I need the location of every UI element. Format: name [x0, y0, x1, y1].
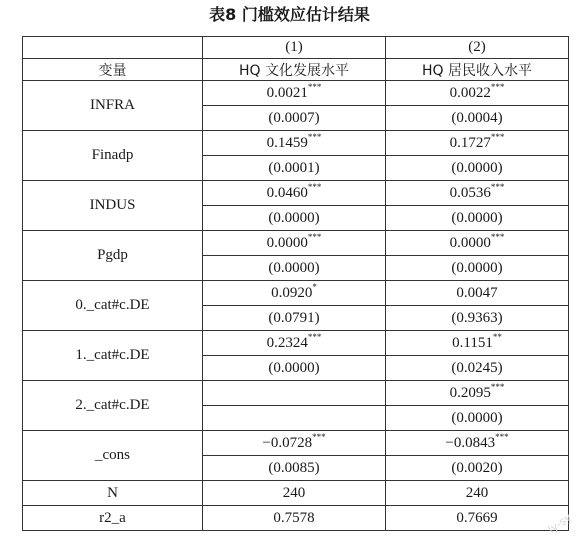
significance-stars: *** — [490, 231, 505, 242]
header-empty-cell — [23, 37, 203, 59]
standard-error-cell — [203, 406, 386, 431]
statistic-name: N — [23, 481, 203, 506]
significance-stars: *** — [312, 431, 326, 442]
standard-error-cell: (0.0000) — [203, 206, 386, 231]
standard-error-cell: (0.0020) — [386, 456, 569, 481]
coefficient-cell — [386, 431, 569, 456]
statistic-value: 240 — [386, 481, 569, 506]
coefficient-cell — [203, 431, 386, 456]
coefficient-row — [23, 431, 569, 456]
coefficient-row — [23, 81, 569, 106]
coefficient-row — [23, 281, 569, 306]
coefficient-cell — [203, 231, 386, 256]
coefficient-value: 0.1459 — [266, 134, 308, 151]
coefficient-cell — [386, 381, 569, 406]
coefficient-value: 0.2095 — [449, 384, 491, 401]
coefficient-value: −0.0843 — [445, 434, 496, 451]
column-name: HQ 居民收入水平 — [386, 59, 569, 81]
standard-error-cell: (0.0000) — [386, 406, 569, 431]
statistic-name: r2_a — [23, 506, 203, 531]
coefficient-value: 0.0536 — [449, 184, 491, 201]
coefficient-value: 0.1151 — [452, 334, 493, 351]
coefficient-cell — [386, 181, 569, 206]
header-row-numbers — [23, 37, 569, 59]
coefficient-value: 0.0047 — [456, 284, 498, 301]
coefficient-cell — [203, 281, 386, 306]
coefficient-row — [23, 131, 569, 156]
significance-stars: * — [312, 281, 317, 292]
statistic-row — [23, 481, 569, 506]
coefficient-cell — [203, 81, 386, 106]
variable-name: INFRA — [23, 81, 203, 131]
significance-stars: *** — [490, 381, 505, 392]
standard-error-cell: (0.0791) — [203, 306, 386, 331]
header-row-names — [23, 59, 569, 81]
variable-name: 0._cat#c.DE — [23, 281, 203, 331]
standard-error-cell: (0.0004) — [386, 106, 569, 131]
standard-error-cell: (0.0001) — [203, 156, 386, 181]
coefficient-row — [23, 181, 569, 206]
coefficient-value: 0.0000 — [449, 234, 491, 251]
coefficient-cell — [203, 131, 386, 156]
standard-error-cell: (0.0000) — [386, 206, 569, 231]
variable-name: Pgdp — [23, 231, 203, 281]
significance-stars: *** — [307, 231, 322, 242]
statistic-row — [23, 506, 569, 531]
coefficient-cell — [386, 131, 569, 156]
significance-stars: *** — [495, 431, 509, 442]
variable-name: _cons — [23, 431, 203, 481]
coefficient-value: −0.0728 — [262, 434, 313, 451]
significance-stars: *** — [307, 331, 322, 342]
standard-error-cell: (0.9363) — [386, 306, 569, 331]
significance-stars: *** — [307, 81, 322, 92]
coefficient-value: 0.2324 — [266, 334, 308, 351]
standard-error-cell: (0.0000) — [203, 256, 386, 281]
standard-error-cell: (0.0245) — [386, 356, 569, 381]
variable-header: 变量 — [23, 59, 203, 81]
statistic-value: 240 — [203, 481, 386, 506]
coefficient-value: 0.1727 — [449, 134, 491, 151]
variable-name: Finadp — [23, 131, 203, 181]
coefficient-row — [23, 231, 569, 256]
standard-error-cell: (0.0000) — [386, 256, 569, 281]
significance-stars: *** — [490, 81, 505, 92]
coefficient-cell — [203, 181, 386, 206]
column-name: HQ 文化发展水平 — [203, 59, 386, 81]
standard-error-cell: (0.0007) — [203, 106, 386, 131]
coefficient-value: 0.0022 — [449, 84, 491, 101]
significance-stars: *** — [490, 181, 505, 192]
column-number: (1) — [203, 37, 386, 59]
standard-error-cell: (0.0085) — [203, 456, 386, 481]
variable-name: INDUS — [23, 181, 203, 231]
coefficient-value: 0.0460 — [266, 184, 308, 201]
significance-stars: *** — [307, 131, 322, 142]
statistic-value: 0.7669 — [386, 506, 569, 531]
coefficient-cell — [203, 331, 386, 356]
table-title: 表8 门槛效应估计结果 — [209, 5, 370, 24]
statistic-value: 0.7578 — [203, 506, 386, 531]
table-body — [23, 37, 569, 531]
significance-stars: ** — [492, 331, 502, 342]
coefficient-row — [23, 331, 569, 356]
coefficient-cell — [386, 231, 569, 256]
coefficient-value: 0.0920 — [271, 284, 313, 301]
coefficient-row — [23, 381, 569, 406]
watermark: ly-sy — [545, 510, 575, 537]
coefficient-cell — [386, 331, 569, 356]
regression-table — [22, 36, 569, 531]
significance-stars: *** — [490, 131, 505, 142]
standard-error-cell: (0.0000) — [386, 156, 569, 181]
variable-name: 1._cat#c.DE — [23, 331, 203, 381]
coefficient-cell — [203, 381, 386, 406]
significance-stars: *** — [307, 181, 322, 192]
variable-name: 2._cat#c.DE — [23, 381, 203, 431]
coefficient-value: 0.0000 — [266, 234, 308, 251]
coefficient-value: 0.0021 — [266, 84, 308, 101]
coefficient-cell — [386, 281, 569, 306]
column-number: (2) — [386, 37, 569, 59]
standard-error-cell: (0.0000) — [203, 356, 386, 381]
coefficient-cell — [386, 81, 569, 106]
